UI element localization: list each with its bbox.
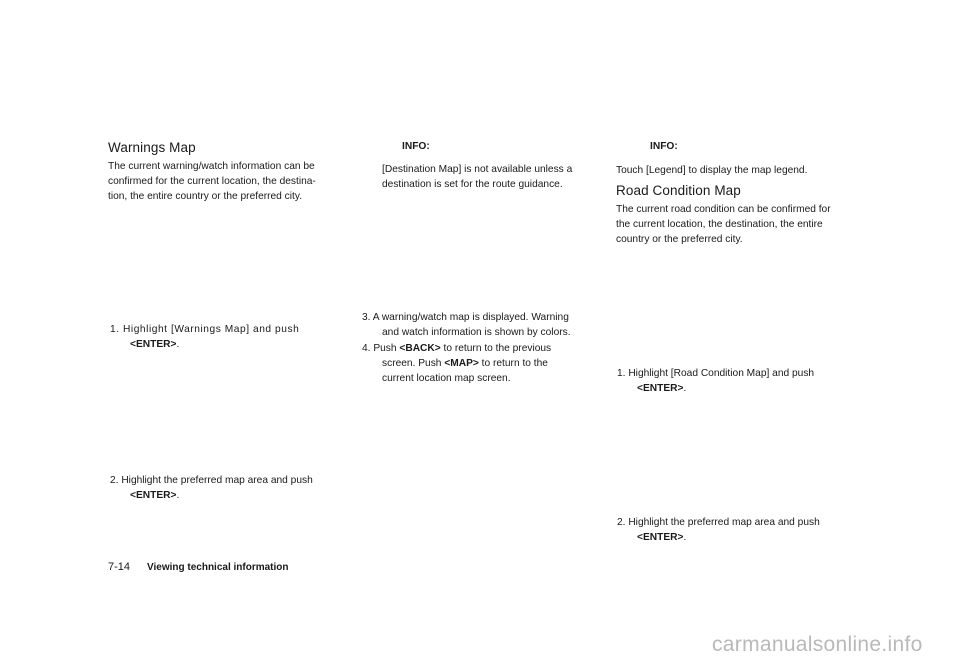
warnings-step-1 (110, 322, 346, 352)
warnings-map-heading: Warnings Map (108, 140, 196, 155)
warnings-map-intro (108, 159, 344, 204)
intro-line: the current location, the destination, the entire (616, 219, 823, 230)
road-condition-map-heading: Road Condition Map (616, 183, 741, 198)
enter-key: <ENTER> (130, 339, 177, 350)
step-line (362, 341, 600, 356)
step-text: 3. A warning/watch map is displayed. Warning (362, 312, 569, 323)
step-period: . (683, 383, 687, 394)
step-text: current location map screen. (382, 373, 511, 384)
step-period: . (176, 490, 180, 501)
step-text: and watch information is shown by colors. (382, 327, 571, 338)
intro-line: The current road condition can be confirmed for (616, 204, 831, 215)
info-line: destination is set for the route guidance. (382, 179, 563, 190)
intro-line: tion, the entire country or the preferred city. (108, 191, 303, 202)
intro-line: confirmed for the current location, the destina- (108, 176, 316, 187)
step-text: 2. Highlight the preferred map area and push (110, 475, 313, 486)
road-condition-intro (616, 202, 856, 247)
step-text: 4. Push (362, 343, 400, 354)
step-key-line (110, 337, 346, 352)
step-text: 1. Highlight [Road Condition Map] and push (617, 368, 815, 379)
intro-line: The current warning/watch information can be (108, 161, 315, 172)
info-line: [Destination Map] is not available unless a (382, 164, 573, 175)
watermark-text: carmanualsonline.info (712, 633, 923, 656)
info-line: Touch [Legend] to display the map legend. (616, 165, 808, 176)
enter-key: <ENTER> (637, 532, 684, 543)
map-key: <MAP> (444, 358, 479, 369)
info-label: INFO: (402, 141, 430, 152)
warnings-step-3 (362, 310, 600, 340)
warnings-step-4 (362, 341, 600, 386)
back-key: <BACK> (399, 343, 441, 354)
step-period: . (683, 532, 687, 543)
step-text: screen. Push (382, 358, 445, 369)
step-text: 1. Highlight [Warnings Map] and push (110, 324, 300, 335)
page-number: 7-14 (108, 561, 131, 573)
step-text: 2. Highlight the preferred map area and push (617, 517, 820, 528)
step-key-line (617, 530, 857, 545)
step-text: to return to the (478, 358, 548, 369)
step-text: to return to the previous (440, 343, 552, 354)
step-period: . (176, 339, 180, 350)
step-key-line (110, 488, 346, 503)
enter-key: <ENTER> (637, 383, 684, 394)
info-label: INFO: (650, 141, 678, 152)
warnings-step-2 (110, 473, 346, 503)
step-line (362, 356, 600, 371)
step-key-line (617, 381, 857, 396)
road-step-2 (617, 515, 857, 545)
legend-info (616, 163, 856, 178)
intro-line: country or the preferred city. (616, 234, 743, 245)
enter-key: <ENTER> (130, 490, 177, 501)
road-step-1 (617, 366, 857, 396)
section-title: Viewing technical information (147, 562, 289, 573)
destination-info (382, 162, 600, 192)
